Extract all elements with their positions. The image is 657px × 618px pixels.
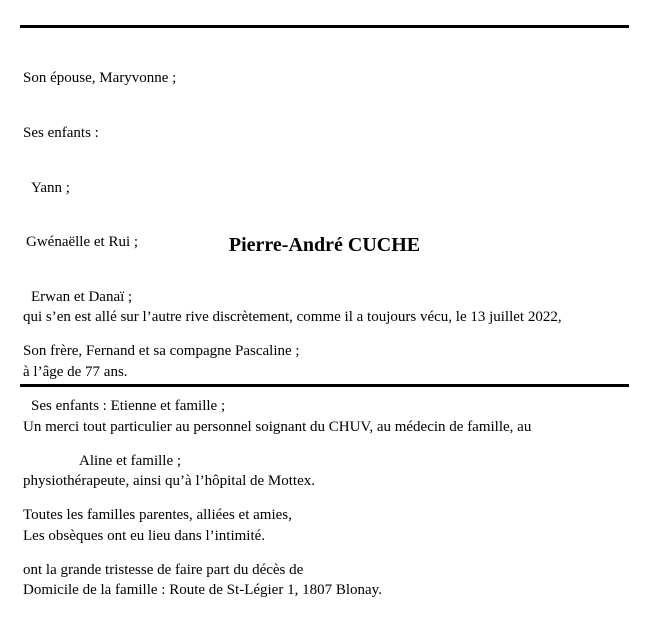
family-line-nephews: Ses enfants : Etienne et famille ; <box>31 398 226 415</box>
family-line-nephews: Aline et famille ; <box>79 452 182 469</box>
family-line-relatives: Toutes les familles parentes, alliées et amies, <box>23 507 292 524</box>
body-line: qui s’en est allé sur l’autre rive discrètement, comme il a toujours vécu, le 13 juillet 2022, <box>23 309 562 326</box>
body-line: Un merci tout particulier au personnel soignant du CHUV, au médecin de famille, au <box>23 418 532 435</box>
family-line-children-heading: Ses enfants : <box>23 125 99 142</box>
family-line-announcement: ont la grande tristesse de faire part du décès de <box>23 561 304 578</box>
body-line: Les obsèques ont eu lieu dans l’intimité. <box>23 527 266 544</box>
notice-body <box>23 272 562 618</box>
family-line-brother: Son frère, Fernand et sa compagne Pascaline ; <box>23 343 300 360</box>
body-line: Domicile de la famille : Route de St-Légier 1, 1807 Blonay. <box>23 582 382 599</box>
family-line-child: Erwan et Danaï ; <box>31 288 133 305</box>
top-rule <box>20 25 629 28</box>
body-line: à l’âge de 77 ans. <box>23 364 128 381</box>
family-line-child: Yann ; <box>31 179 70 196</box>
family-line-child: Gwénaëlle et Rui ; <box>26 234 139 251</box>
bottom-rule <box>20 384 629 387</box>
body-line: physiothérapeute, ainsi qu’à l’hôpital de Mottex. <box>23 473 316 490</box>
family-line-spouse: Son épouse, Maryvonne ; <box>23 70 177 87</box>
deceased-name: Pierre-André CUCHE <box>228 234 421 256</box>
